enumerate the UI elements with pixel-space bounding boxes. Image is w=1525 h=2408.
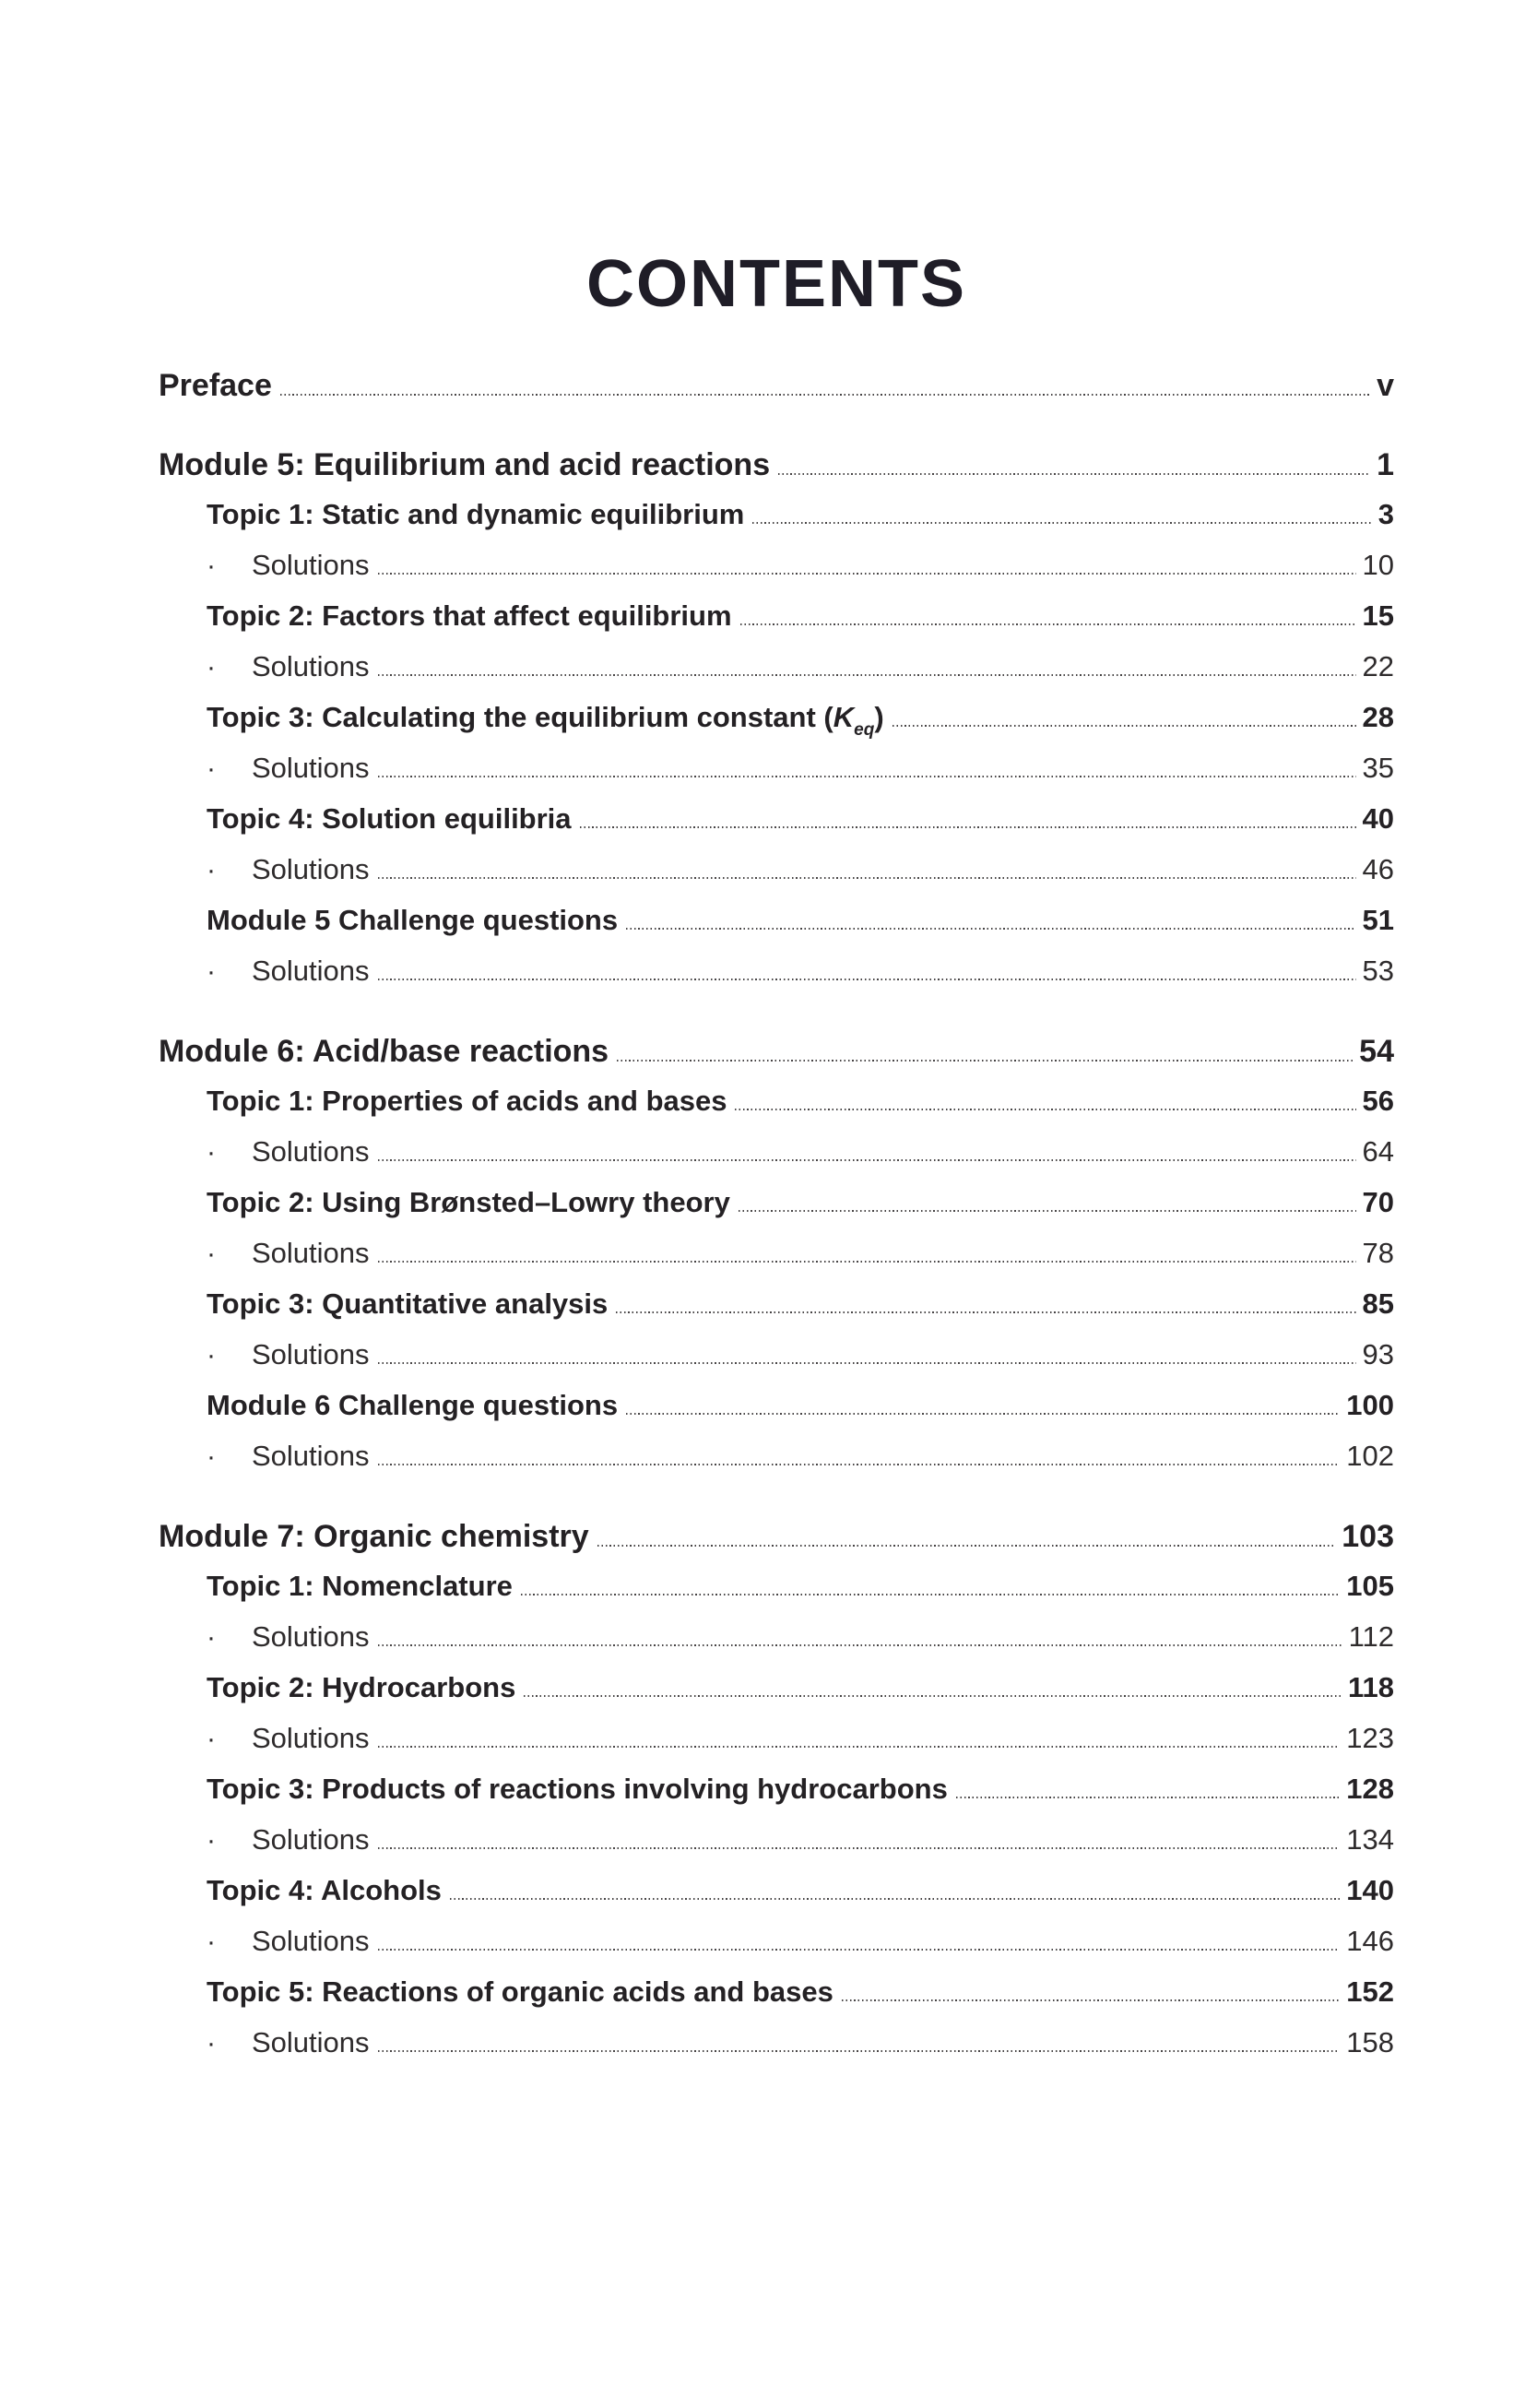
toc-row-solutions [159,1440,1394,1490]
toc-row-topic [159,1975,1394,2026]
entry-page-number: 15 [1362,599,1394,632]
toc-row-solutions [159,752,1394,802]
dotted-leader [378,979,1356,980]
toc-row-topic [159,1570,1394,1620]
entry-page-number: 56 [1362,1085,1394,1117]
entry-page-number: 105 [1346,1570,1394,1602]
bullet-dot: · [207,855,216,885]
entry-label: Module 5: Equilibrium and acid reactions [159,447,771,482]
entry-label: Topic 2: Hydrocarbons [207,1671,516,1703]
math-variable: K [833,701,855,733]
dotted-leader [378,674,1356,676]
entry-page-number: 22 [1362,650,1394,682]
toc-row-topic [159,802,1394,853]
bullet-dot: · [207,1137,216,1168]
entry-label: Solutions [252,1722,370,1754]
bullet-dot: · [207,1239,216,1269]
entry-label: Module 5 Challenge questions [207,904,619,936]
dotted-leader [280,394,1370,396]
entry-page-number: 112 [1348,1620,1394,1653]
bullet-dot: · [207,2028,216,2058]
entry-label-text: Topic 3: Calculating the equilibrium constant ( [207,701,833,733]
math-subscript: eq [854,720,875,740]
dotted-leader [378,2050,1341,2052]
entry-label: Topic 1: Properties of acids and bases [207,1085,727,1117]
entry-page-number: 3 [1377,498,1394,530]
bullet-dot: · [207,1340,216,1370]
toc-row-topic [159,1773,1394,1823]
toc-row-topic [159,1874,1394,1925]
toc-row-solutions [159,955,1394,1005]
entry-page-number: 146 [1346,1925,1394,1957]
entry-page-number: 28 [1362,701,1394,733]
toc-row-solutions [159,1722,1394,1773]
entry-label: Solutions [252,1925,370,1957]
bullet-dot: · [207,956,216,987]
contents-page [159,247,1394,2077]
entry-label: Solutions [252,549,370,581]
entry-label: Solutions [252,650,370,682]
toc-row-solutions [159,1135,1394,1186]
toc-row-topic [159,498,1394,549]
entry-label: Module 6: Acid/base reactions [159,1034,609,1069]
bullet-dot: · [207,652,216,682]
toc-row-solutions [159,1620,1394,1671]
dotted-leader [378,1847,1341,1849]
entry-page-number: 54 [1359,1034,1394,1069]
table-of-contents [159,368,1394,2077]
dotted-leader [739,1210,1356,1212]
entry-page-number: 100 [1346,1389,1394,1421]
entry-label: Topic 4: Alcohols [207,1874,442,1906]
entry-page-number: 70 [1362,1186,1394,1218]
toc-row-topic [159,599,1394,650]
toc-row-solutions [159,1237,1394,1287]
bullet-dot: · [207,1622,216,1653]
toc-row-topic [159,701,1394,752]
entry-page-number: 102 [1346,1440,1394,1472]
entry-label: Topic 5: Reactions of organic acids and bases [207,1975,833,2008]
dotted-leader [893,725,1356,727]
bullet-dot: · [207,1441,216,1472]
entry-label: Topic 3: Products of reactions involving hydrocarbons [207,1773,948,1805]
entry-label: Solutions [252,1440,370,1472]
entry-page-number: 118 [1347,1671,1394,1703]
entry-page-number: 46 [1362,853,1394,885]
dotted-leader [450,1898,1340,1900]
dotted-leader [597,1545,1336,1547]
entry-label: Solutions [252,1338,370,1370]
entry-page-number: 103 [1342,1519,1394,1554]
dotted-leader [778,473,1370,475]
dotted-leader [378,1746,1341,1748]
dotted-leader [617,1060,1353,1062]
toc-row-solutions [159,1338,1394,1389]
entry-label: Solutions [252,2026,370,2058]
entry-page-number: 152 [1346,1975,1394,2008]
bullet-dot: · [207,1724,216,1754]
entry-page-number: 158 [1346,2026,1394,2058]
entry-label: Solutions [252,955,370,987]
toc-row-module [159,1519,1394,1570]
entry-label: Solutions [252,752,370,784]
entry-page-number: 78 [1362,1237,1394,1269]
dotted-leader [378,1159,1356,1161]
dotted-leader [616,1311,1355,1313]
dotted-leader [521,1594,1340,1595]
entry-page-number: 140 [1346,1874,1394,1906]
entry-page-number: 64 [1362,1135,1394,1168]
entry-label-text: ) [874,701,884,733]
dotted-leader [378,1464,1341,1465]
dotted-leader [626,1413,1340,1415]
entry-page-number: 134 [1346,1823,1394,1856]
toc-row-topic [159,1085,1394,1135]
page-title: CONTENTS [586,247,966,321]
entry-label: Module 6 Challenge questions [207,1389,619,1421]
dotted-leader [956,1797,1340,1798]
entry-page-number: 51 [1362,904,1394,936]
dotted-leader [524,1695,1342,1697]
dotted-leader [580,826,1356,828]
dotted-leader [378,1644,1342,1646]
bullet-dot: · [207,551,216,581]
dotted-leader [842,1999,1340,2001]
toc-row-solutions [159,1823,1394,1874]
entry-label: Solutions [252,1135,370,1168]
toc-row-topic [159,1186,1394,1237]
dotted-leader [378,1949,1341,1951]
toc-row-module [159,447,1394,498]
entry-label: Solutions [252,1620,370,1653]
dotted-leader [752,522,1371,524]
dotted-leader [378,877,1356,879]
dotted-leader [378,1261,1356,1263]
dotted-leader [378,1362,1356,1364]
entry-page-number: v [1377,368,1394,403]
entry-label: Topic 1: Nomenclature [207,1570,513,1602]
toc-row-preface [159,368,1394,419]
entry-label [207,701,884,740]
entry-label: Topic 3: Quantitative analysis [207,1287,609,1320]
entry-label: Solutions [252,1237,370,1269]
dotted-leader [378,573,1356,575]
dotted-leader [378,776,1356,777]
entry-page-number: 1 [1377,447,1394,482]
entry-label: Preface [159,368,272,403]
entry-label: Topic 4: Solution equilibria [207,802,572,835]
bullet-dot: · [207,1927,216,1957]
entry-label: Topic 1: Static and dynamic equilibrium [207,498,745,530]
toc-row-topic [159,1287,1394,1338]
dotted-leader [735,1109,1355,1110]
dotted-leader [740,623,1356,625]
entry-page-number: 35 [1362,752,1394,784]
toc-row-solutions [159,650,1394,701]
entry-page-number: 40 [1362,802,1394,835]
entry-label: Topic 2: Factors that affect equilibrium [207,599,732,632]
entry-label: Solutions [252,1823,370,1856]
entry-page-number: 85 [1362,1287,1394,1320]
toc-row-solutions [159,549,1394,599]
entry-page-number: 53 [1362,955,1394,987]
entry-page-number: 123 [1346,1722,1394,1754]
toc-row-topic [159,1389,1394,1440]
entry-label: Solutions [252,853,370,885]
entry-page-number: 128 [1346,1773,1394,1805]
toc-row-topic [159,904,1394,955]
dotted-leader [626,928,1355,930]
entry-page-number: 10 [1362,549,1394,581]
bullet-dot: · [207,753,216,784]
entry-label: Module 7: Organic chemistry [159,1519,589,1554]
toc-row-topic [159,1671,1394,1722]
entry-label: Topic 2: Using Brønsted–Lowry theory [207,1186,730,1218]
toc-row-module [159,1034,1394,1085]
toc-row-solutions [159,1925,1394,1975]
toc-row-solutions [159,853,1394,904]
entry-page-number: 93 [1362,1338,1394,1370]
bullet-dot: · [207,1825,216,1856]
toc-row-solutions [159,2026,1394,2077]
